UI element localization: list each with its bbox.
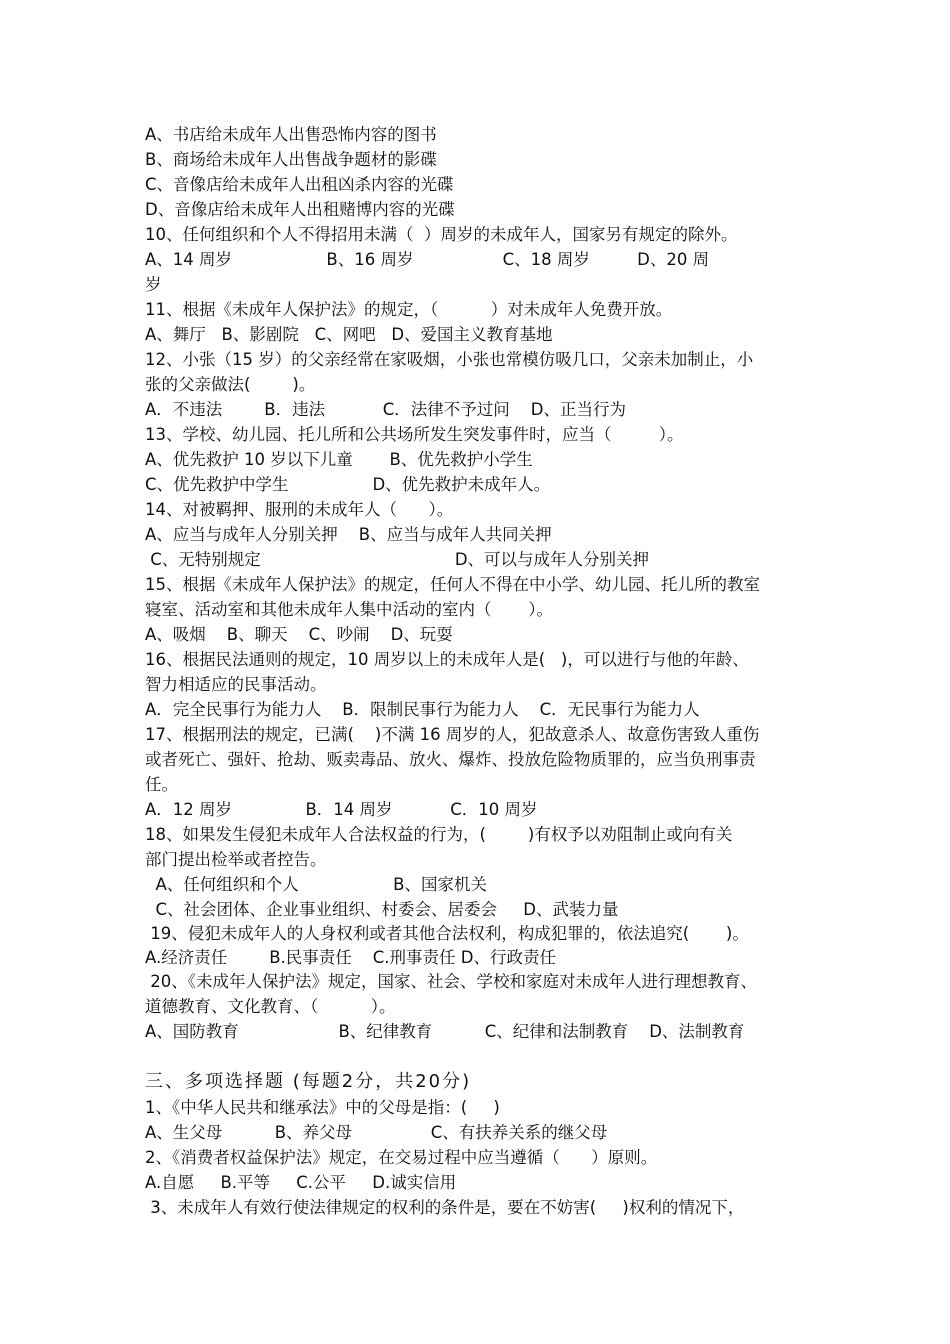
option-line: A．完全民事行为能力人 B．限制民事行为能力人 C．无民事行为能力人 — [145, 700, 700, 719]
question-line: 10、任何组织和个人不得招用未满（ ）周岁的未成年人，国家另有规定的除外。 — [145, 225, 738, 244]
option-line: A、14 周岁 B、16 周岁 C、18 周岁 D、20 周 — [145, 250, 710, 269]
question-line: 道德教育、文化教育、（ ）。 — [145, 997, 396, 1016]
question-line: 或者死亡、强奸、抢劫、贩卖毒品、放火、爆炸、投放危险物质罪的，应当负刑事责 — [145, 750, 756, 769]
option-line: A、舞厅 B、影剧院 C、网吧 D、爱国主义教育基地 — [145, 325, 553, 344]
question-line: 17、根据刑法的规定，已满( )不满 16 周岁的人，犯故意杀人、故意伤害致人重伤 — [145, 725, 760, 744]
question-line: 智力相适应的民事活动。 — [145, 675, 327, 694]
question-line: 16、根据民法通则的规定，10 周岁以上的未成年人是( )，可以进行与他的年龄、 — [145, 650, 749, 669]
question-line: 14、对被羁押、服刑的未成年人（ ）。 — [145, 500, 454, 519]
option-line: A、任何组织和个人 B、国家机关 — [145, 875, 488, 894]
option-line: A、应当与成年人分别关押 B、应当与成年人共同关押 — [145, 525, 552, 544]
option-line: A.经济责任 B.民事责任 C.刑事责任 D、行政责任 — [145, 948, 556, 967]
question-line: 19、侵犯未成年人的人身权利或者其他合法权利，构成犯罪的，依法追究( )。 — [145, 924, 749, 943]
question-line: 18、如果发生侵犯未成年人合法权益的行为，( )有权予以劝阻制止或向有关 — [145, 825, 733, 844]
option-line: A．12 周岁 B．14 周岁 C．10 周岁 — [145, 800, 538, 819]
question-line: 张的父亲做法( )。 — [145, 375, 316, 394]
option-line: D、音像店给未成年人出租赌博内容的光碟 — [145, 200, 455, 219]
option-line: C、社会团体、企业事业组织、村委会、居委会 D、武装力量 — [145, 900, 619, 919]
option-line: A、国防教育 B、纪律教育 C、纪律和法制教育 D、法制教育 — [145, 1022, 745, 1041]
question-line: 1、《中华人民共和继承法》中的父母是指：( ) — [145, 1098, 500, 1117]
question-line: 13、学校、幼儿园、托儿所和公共场所发生突发事件时，应当（ ）。 — [145, 425, 684, 444]
option-line: 岁 — [145, 275, 162, 294]
section-heading: 三、多项选择题 (每题2分，共20分) — [145, 1071, 472, 1092]
question-line: 11、根据《未成年人保护法》的规定，（ ）对未成年人免费开放。 — [145, 300, 673, 319]
question-line: 任。 — [145, 775, 178, 794]
option-line: C、音像店给未成年人出租凶杀内容的光碟 — [145, 175, 454, 194]
question-line: 12、小张（15 岁）的父亲经常在家吸烟，小张也常模仿吸几口，父亲未加制止，小 — [145, 350, 754, 369]
option-line: A.自愿 B.平等 C.公平 D.诚实信用 — [145, 1173, 457, 1192]
question-line: 3、未成年人有效行使法律规定的权利的条件是，要在不妨害( )权利的情况下， — [145, 1198, 745, 1217]
question-line: 2、《消费者权益保护法》规定，在交易过程中应当遵循（ ）原则。 — [145, 1148, 658, 1167]
question-line: 20、《未成年人保护法》规定，国家、社会、学校和家庭对未成年人进行理想教育、 — [145, 972, 757, 991]
option-line: B、商场给未成年人出售战争题材的影碟 — [145, 150, 437, 169]
option-line: A、生父母 B、养父母 C、有扶养关系的继父母 — [145, 1123, 608, 1142]
question-line: 15、根据《未成年人保护法》的规定，任何人不得在中小学、幼儿园、托儿所的教室 — [145, 575, 760, 594]
option-line: A．不违法 B．违法 C．法律不予过问 D、正当行为 — [145, 400, 626, 419]
option-line: C、优先救护中学生 D、优先救护未成年人。 — [145, 475, 551, 494]
option-line: A、优先救护 10 岁以下儿童 B、优先救护小学生 — [145, 450, 533, 469]
option-line: C、无特别规定 D、可以与成年人分别关押 — [145, 550, 650, 569]
question-line: 寝室、活动室和其他未成年人集中活动的室内（ ）。 — [145, 600, 553, 619]
option-line: A、书店给未成年人出售恐怖内容的图书 — [145, 125, 437, 144]
option-line: A、吸烟 B、聊天 C、吵闹 D、玩耍 — [145, 625, 453, 644]
question-line: 部门提出检举或者控告。 — [145, 850, 327, 869]
